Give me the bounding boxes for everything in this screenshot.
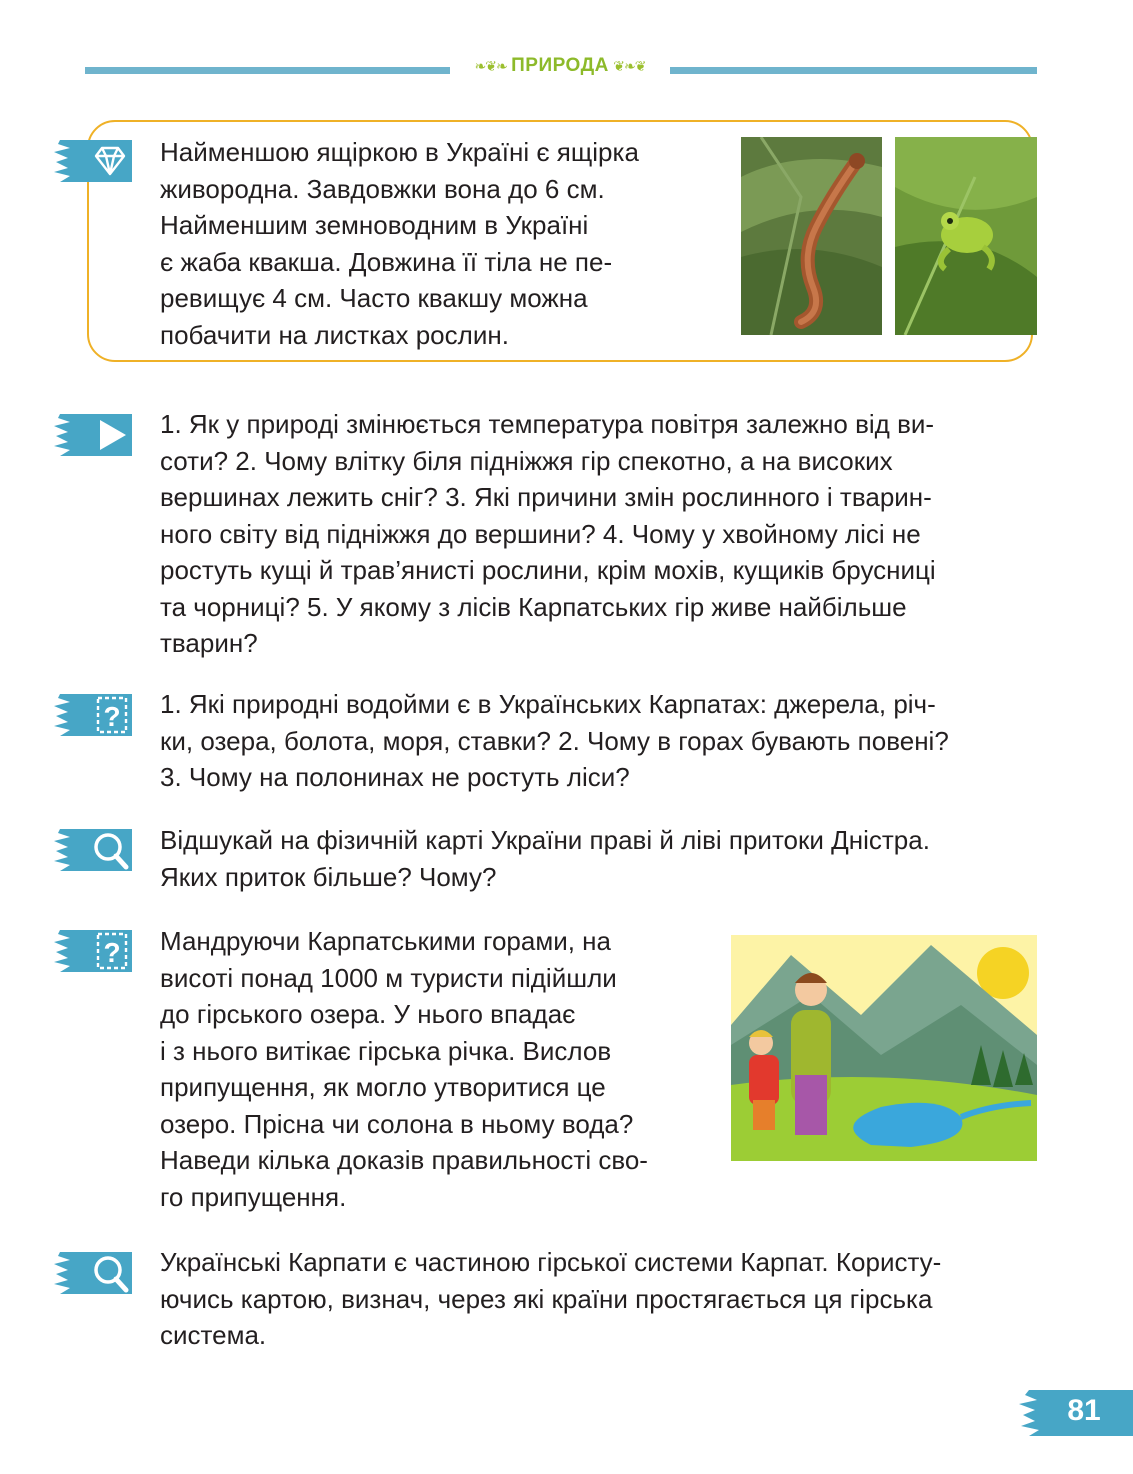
section-title: ПРИРОДА <box>511 55 609 76</box>
lizard-photo <box>741 137 882 335</box>
page-number-tab <box>1015 1388 1133 1438</box>
question-icon <box>52 928 132 974</box>
svg-text:?: ? <box>103 937 121 968</box>
diamond-icon <box>52 138 132 184</box>
magnifier-icon <box>52 1250 132 1296</box>
task-4-text: Мандруючи Карпатськими горами, на висоті понад 1000 м туристи підійшли до гірського озера. У нього впадає і з нього витікає гірська річка. Вислов припущення, як могло утворитися це озеро. Прісна чи солона в ньому вода? Наведи кілька доказів правильності сво- го припущення. <box>160 926 648 1212</box>
svg-text:?: ? <box>103 701 121 732</box>
leaf-ornament-left-icon: ❧❦❧ <box>474 58 507 74</box>
play-icon <box>52 412 132 458</box>
task-3-text: Відшукай на фізичній карті України праві й ліві притоки Дністра. Яких приток більше? Чому? <box>160 825 930 892</box>
task-1-text: 1. Як у природі змінюється температура повітря залежно від ви- соти? 2. Чому влітку біля підніжжя гір спекотно, а на високих вершинах лежить сніг? 3. Які причини змін рослинного і тварин- ного світу від підніжжя до вершини? 4. Чому у хвойному лісі не ростуть кущі й трав’янисті рослини, крім мохів, кущиків брусниці та чорниці? 5. У якому з лісів Карпатських гір живе найбільше тварин? <box>160 409 936 658</box>
info-text: Найменшою ящіркою в Україні є ящірка живородна. Завдовжки вона до 6 см. Найменшим земноводним в Україні є жаба квакша. Довжина її тіла не пе- ревищує 4 см. Часто квакшу можна побачити на листках рослин. <box>160 137 639 350</box>
mountain-lake-illustration <box>731 935 1037 1161</box>
page-number: 81 <box>1067 1394 1101 1427</box>
magnifier-icon <box>52 827 132 873</box>
leaf-ornament-right-icon: ❦❧❦ <box>613 58 646 74</box>
section-header <box>450 55 670 85</box>
task-5-text: Українські Карпати є частиною гірської системи Карпат. Користу- ючись картою, визнач, через які країни простягається ця гірська система. <box>160 1247 942 1350</box>
task-2-text: 1. Які природні водойми є в Українських Карпатах: джерела, річ- ки, озера, болота, моря, ставки? 2. Чому в горах бувають повені? 3. Чому на полонинах не ростуть ліси? <box>160 689 949 792</box>
question-icon <box>52 692 132 738</box>
frog-photo <box>895 137 1037 335</box>
